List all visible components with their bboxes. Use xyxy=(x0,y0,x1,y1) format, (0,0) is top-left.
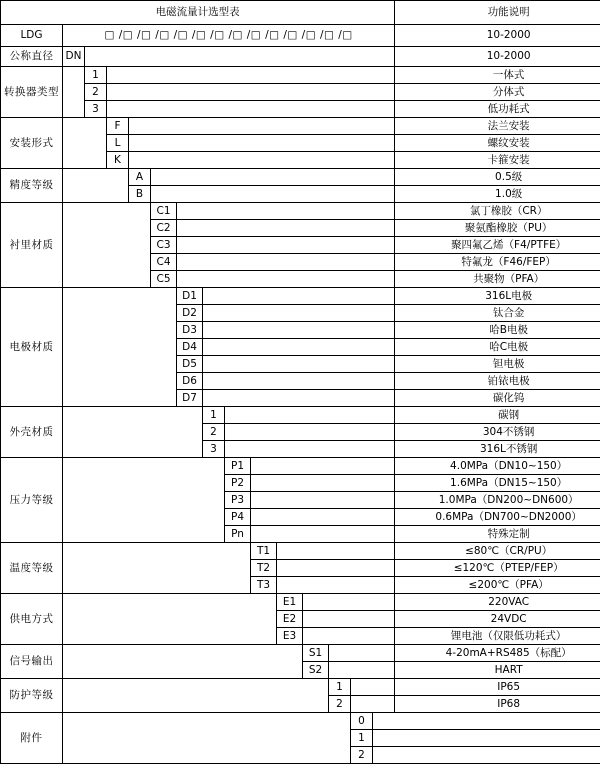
desc-protection-2: IP68 xyxy=(395,696,600,713)
blank-cell xyxy=(225,424,395,441)
code-signal-s1: S1 xyxy=(303,645,329,662)
desc-install-l: 螺纹安装 xyxy=(395,135,600,152)
model-prefix: LDG xyxy=(1,25,63,47)
table-title: 电磁流量计选型表 xyxy=(1,1,395,25)
code-dn: DN xyxy=(63,47,85,67)
code-pressure-pn: Pn xyxy=(225,526,251,543)
desc-shell-1: 碳钢 xyxy=(395,407,600,424)
blank-cell xyxy=(203,356,395,373)
code-install-f: F xyxy=(107,118,129,135)
blank-cell xyxy=(129,135,395,152)
code-electrode-d4: D4 xyxy=(177,339,203,356)
blank-cell xyxy=(63,203,151,288)
desc-power-e1: 220VAC xyxy=(395,594,600,611)
category-protection-class: 防护等级 xyxy=(1,679,63,713)
blank-cell xyxy=(303,594,395,611)
desc-power-e3: 锂电池（仅限低功耗式） xyxy=(395,628,600,645)
desc-electrode-d5: 钽电极 xyxy=(395,356,600,373)
blank-cell xyxy=(203,390,395,407)
blank-cell xyxy=(63,288,177,407)
blank-cell xyxy=(351,679,395,696)
blank-cell xyxy=(203,339,395,356)
desc-converter-3: 低功耗式 xyxy=(395,101,600,118)
code-lining-c4: C4 xyxy=(151,254,177,271)
code-power-e3: E3 xyxy=(277,628,303,645)
desc-electrode-d2: 钛合金 xyxy=(395,305,600,322)
blank-cell xyxy=(151,169,395,186)
desc-signal-s1: 4-20mA+RS485（标配） xyxy=(395,645,600,662)
desc-lining-c4: 特氟龙（F46/FEP） xyxy=(395,254,600,271)
code-electrode-d2: D2 xyxy=(177,305,203,322)
blank-cell xyxy=(329,645,395,662)
code-shell-1: 1 xyxy=(203,407,225,424)
code-accessory-1: 1 xyxy=(351,730,373,747)
desc-electrode-d1: 316L电极 xyxy=(395,288,600,305)
code-temperature-t3: T3 xyxy=(251,577,277,594)
blank-cell xyxy=(151,186,395,203)
desc-temperature-t3: ≤200℃（PFA） xyxy=(395,577,600,594)
code-electrode-d7: D7 xyxy=(177,390,203,407)
desc-lining-c3: 聚四氟乙烯（F4/PTFE） xyxy=(395,237,600,254)
blank-cell xyxy=(251,526,395,543)
desc-lining-c2: 聚氨酯橡胶（PU） xyxy=(395,220,600,237)
desc-title: 功能说明 xyxy=(395,1,600,25)
desc-shell-2: 304不锈钢 xyxy=(395,424,600,441)
desc-pressure-p4: 0.6MPa（DN700~DN2000） xyxy=(395,509,600,526)
blank-cell xyxy=(63,458,225,543)
code-accuracy-a: A xyxy=(129,169,151,186)
blank-cell xyxy=(177,254,395,271)
blank-cell xyxy=(85,47,395,67)
blank-cell xyxy=(107,67,395,84)
blank-cell xyxy=(63,713,351,764)
desc-shell-3: 316L不锈钢 xyxy=(395,441,600,458)
blank-cell xyxy=(203,373,395,390)
desc-temperature-t1: ≤80℃（CR/PU） xyxy=(395,543,600,560)
blank-cell xyxy=(373,747,600,764)
blank-cell xyxy=(177,203,395,220)
blank-cell xyxy=(63,67,85,118)
blank-cell xyxy=(329,662,395,679)
desc-protection-1: IP65 xyxy=(395,679,600,696)
blank-cell xyxy=(107,101,395,118)
category-shell-material: 外壳材质 xyxy=(1,407,63,458)
code-temperature-t1: T1 xyxy=(251,543,277,560)
desc-pressure-pn: 特殊定制 xyxy=(395,526,600,543)
category-lining-material: 衬里材质 xyxy=(1,203,63,288)
code-converter-2: 2 xyxy=(85,84,107,101)
desc-nominal-diameter: 10-2000 xyxy=(395,25,600,47)
blank-cell xyxy=(251,458,395,475)
code-electrode-d3: D3 xyxy=(177,322,203,339)
code-lining-c5: C5 xyxy=(151,271,177,288)
blank-cell xyxy=(277,560,395,577)
code-temperature-t2: T2 xyxy=(251,560,277,577)
category-accuracy-class: 精度等级 xyxy=(1,169,63,203)
blank-cell xyxy=(303,628,395,645)
blank-cell xyxy=(277,577,395,594)
code-install-l: L xyxy=(107,135,129,152)
blank-cell xyxy=(63,407,203,458)
blank-cell xyxy=(107,84,395,101)
desc-accuracy-a: 0.5级 xyxy=(395,169,600,186)
blank-cell xyxy=(203,305,395,322)
desc-pressure-p2: 1.6MPa（DN15~150） xyxy=(395,475,600,492)
blank-cell xyxy=(203,288,395,305)
code-electrode-d6: D6 xyxy=(177,373,203,390)
code-shell-2: 2 xyxy=(203,424,225,441)
blank-cell xyxy=(63,543,251,594)
code-lining-c2: C2 xyxy=(151,220,177,237)
code-shell-3: 3 xyxy=(203,441,225,458)
code-accuracy-b: B xyxy=(129,186,151,203)
code-pressure-p3: P3 xyxy=(225,492,251,509)
blank-cell xyxy=(129,152,395,169)
blank-cell xyxy=(63,594,277,645)
blank-cell xyxy=(277,543,395,560)
desc-power-e2: 24VDC xyxy=(395,611,600,628)
blank-cell xyxy=(203,322,395,339)
category-nominal-diameter: 公称直径 xyxy=(1,47,63,67)
code-pressure-p2: P2 xyxy=(225,475,251,492)
category-electrode-material: 电极材质 xyxy=(1,288,63,407)
blank-cell xyxy=(373,730,600,747)
category-accessory: 附件 xyxy=(1,713,63,764)
blank-cell xyxy=(63,169,129,203)
code-converter-1: 1 xyxy=(85,67,107,84)
desc-pressure-p3: 1.0MPa（DN200~DN600） xyxy=(395,492,600,509)
blank-cell xyxy=(351,696,395,713)
code-lining-c1: C1 xyxy=(151,203,177,220)
code-accessory-2: 2 xyxy=(351,747,373,764)
blank-cell xyxy=(251,509,395,526)
category-install-form: 安装形式 xyxy=(1,118,63,169)
desc-accuracy-b: 1.0级 xyxy=(395,186,600,203)
desc-temperature-t2: ≤120℃（PTEP/FEP） xyxy=(395,560,600,577)
blank-cell xyxy=(129,118,395,135)
desc-electrode-d3: 哈B电极 xyxy=(395,322,600,339)
code-pressure-p1: P1 xyxy=(225,458,251,475)
category-pressure-class: 压力等级 xyxy=(1,458,63,543)
desc-install-f: 法兰安装 xyxy=(395,118,600,135)
blank-cell xyxy=(63,645,303,679)
desc-nominal-diameter-range: 10-2000 xyxy=(395,47,600,67)
desc-electrode-d7: 碳化钨 xyxy=(395,390,600,407)
code-pressure-p4: P4 xyxy=(225,509,251,526)
desc-lining-c5: 共聚物（PFA） xyxy=(395,271,600,288)
desc-converter-1: 一体式 xyxy=(395,67,600,84)
code-electrode-d1: D1 xyxy=(177,288,203,305)
code-electrode-d5: D5 xyxy=(177,356,203,373)
desc-signal-s2: HART xyxy=(395,662,600,679)
desc-electrode-d6: 铂铱电极 xyxy=(395,373,600,390)
blank-cell xyxy=(177,237,395,254)
code-boxes: □ /□ /□ /□ /□ /□ /□ /□ /□ /□ /□ /□ /□ /□ xyxy=(63,25,395,47)
category-temperature-class: 温度等级 xyxy=(1,543,63,594)
desc-pressure-p1: 4.0MPa（DN10~150） xyxy=(395,458,600,475)
code-power-e1: E1 xyxy=(277,594,303,611)
category-signal-output: 信号输出 xyxy=(1,645,63,679)
desc-lining-c1: 氯丁橡胶（CR） xyxy=(395,203,600,220)
code-install-k: K xyxy=(107,152,129,169)
blank-cell xyxy=(225,441,395,458)
blank-cell xyxy=(63,679,329,713)
code-lining-c3: C3 xyxy=(151,237,177,254)
code-converter-3: 3 xyxy=(85,101,107,118)
desc-electrode-d4: 哈C电极 xyxy=(395,339,600,356)
code-accessory-0: 0 xyxy=(351,713,373,730)
blank-cell xyxy=(251,475,395,492)
code-protection-1: 1 xyxy=(329,679,351,696)
blank-cell xyxy=(373,713,600,730)
code-power-e2: E2 xyxy=(277,611,303,628)
blank-cell xyxy=(177,271,395,288)
desc-install-k: 卡箍安装 xyxy=(395,152,600,169)
blank-cell xyxy=(63,118,107,169)
code-protection-2: 2 xyxy=(329,696,351,713)
category-converter-type: 转换器类型 xyxy=(1,67,63,118)
blank-cell xyxy=(251,492,395,509)
blank-cell xyxy=(225,407,395,424)
desc-converter-2: 分体式 xyxy=(395,84,600,101)
blank-cell xyxy=(303,611,395,628)
code-signal-s2: S2 xyxy=(303,662,329,679)
blank-cell xyxy=(177,220,395,237)
category-power-supply: 供电方式 xyxy=(1,594,63,645)
